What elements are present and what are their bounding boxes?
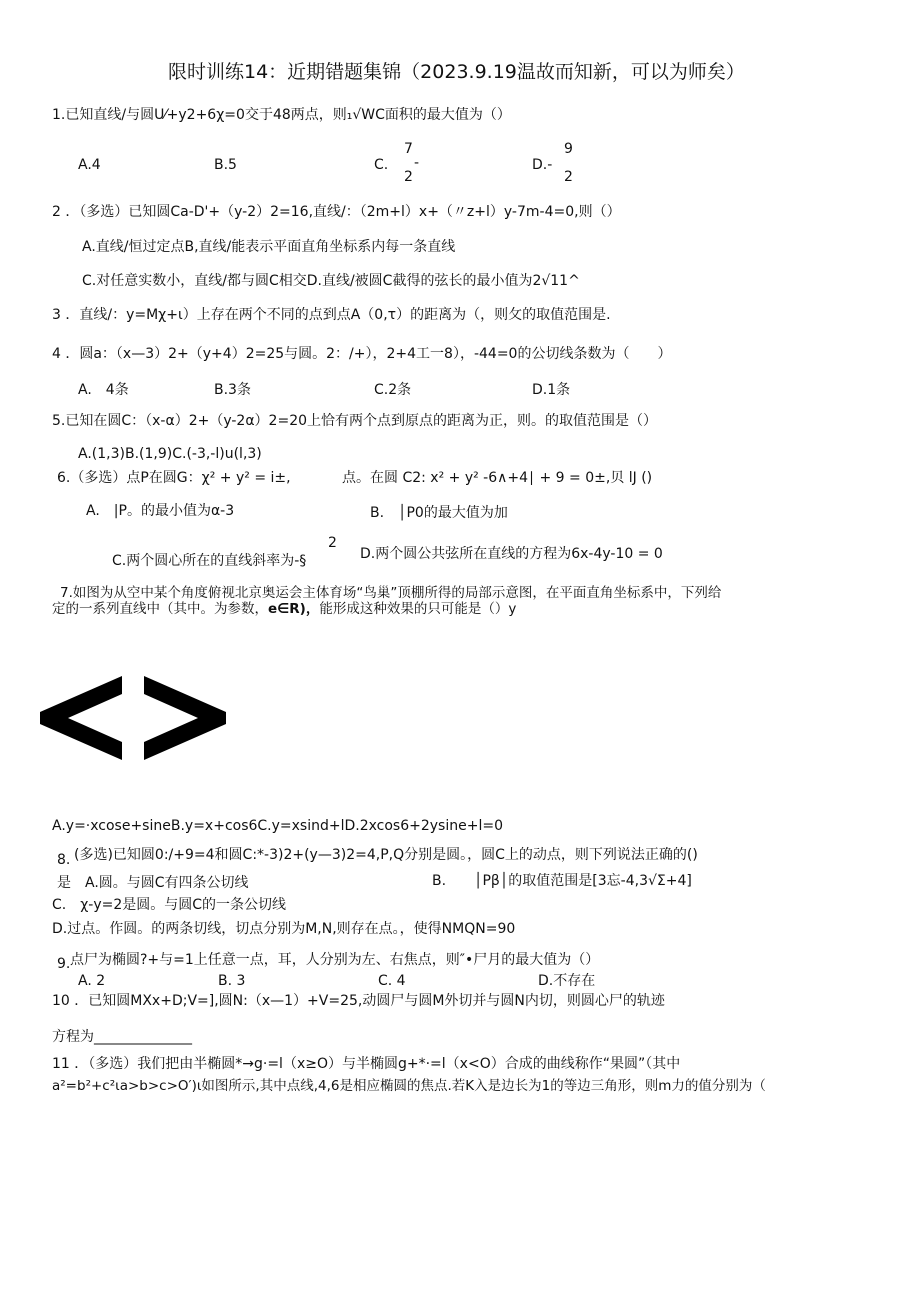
q6-option-d: D.两个圆公共弦所在直线的方程为6x-4y-10 = 0	[360, 546, 663, 562]
q1-option-d-numerator: 9	[564, 141, 573, 157]
q2-options-ab: A.直线/恒过定点B,直线/能表示平面直角坐标系内每一条直线	[82, 239, 456, 255]
q1-stem: 1.已知直线/与圆U⁄+y2+6χ=0交于48两点，则₁√WC面积的最大值为（）	[52, 107, 511, 123]
q1-option-c-denominator: 2	[404, 169, 413, 185]
q7-options: A.y=·xcose+sineB.y=x+cos6C.y=xsind+lD.2xcos6+2ysine+l=0	[52, 818, 503, 834]
q4-option-b: B.3条	[214, 382, 251, 398]
q1-option-d-label: D.-	[532, 157, 553, 173]
q6-stem-b: 点。在圆 C2: x² + y² -6∧+4∣ + 9 = 0±,贝 lJ ()	[342, 470, 653, 486]
q1-option-c-label: C.	[374, 157, 389, 173]
q7-stem-line1: 7.如图为从空中某个角度俯视北京奥运会主体育场“鸟巢”顶棚所得的局部示意图，在平面直角坐标系中，下列给	[60, 585, 722, 601]
q6-option-b: B. │P0的最大值为加	[370, 505, 508, 521]
q8-stem: (多选)已知圆0:/+9=4和圆C:*-3)2+(y—3)2=4,P,Q分别是圆。，圆C上的动点，则下列说法正确的()	[74, 847, 698, 863]
q9-option-a: A. 2	[78, 973, 106, 989]
q9-option-d: D.不存在	[538, 973, 596, 989]
q10-stem: 10 ．已知圆MXx+D;V=],圆N:（x—1）+V=25,动圆尸与圆M外切并与圆N内切，则圆心尸的轨迹	[52, 993, 665, 1009]
q2-stem: 2 ．（多选）已知圆Ca-D'+（y-2）2=16,直线/：（2m+l）x+（〃z+l）y-7m-4=0,则（）	[52, 204, 621, 220]
q1-option-c-dash: -	[414, 155, 420, 171]
q9-number: 9.	[57, 956, 71, 972]
q11-stem-line2: a²=b²+c²ιa>b>c>O′)ι如图所示,其中点线,4,6是相应椭圆的焦点.若K入是边长为1的等边三角形，则m力的值分别为（	[52, 1078, 766, 1094]
q9-option-b: B. 3	[218, 973, 246, 989]
bird-nest-figure	[38, 672, 228, 764]
q1-option-b: B.5	[214, 157, 237, 173]
q4-option-d: D.1条	[532, 382, 571, 398]
q7-stem-param: e∈R)，	[268, 601, 320, 617]
q8-option-d: D.过点。作圆。的两条切线，切点分别为M,N,则存在点。，使得NMQN=90	[52, 921, 516, 937]
page-title: 限时训练14：近期错题集锦（2023.9.19温故而知新，可以为师矣）	[168, 61, 745, 83]
q8-number: 8.	[57, 852, 71, 868]
q8-option-b: B. │Pβ│的取值范围是[3忘-4,3√Σ+4]	[432, 873, 692, 889]
q9-stem: 点尸为椭圆?+与=1上任意一点，耳，人分别为左、右焦点，则″•尸月的最大值为（）	[70, 952, 600, 968]
q8-option-a: 是 A.圆。与圆C有四条公切线	[57, 875, 249, 891]
q6-option-c: C.两个圆心所在的直线斜率为-§	[112, 553, 307, 569]
q10-answer-blank: 方程为______________	[52, 1029, 192, 1045]
q3-stem: 3 ．直线/：y=Mχ+ι）上存在两个不同的点到点A（0,τ）的距离为（，则攵的取值范围是.	[52, 307, 611, 323]
left-chevron-shape	[40, 676, 122, 760]
q6-option-c-superscript: 2	[328, 535, 337, 551]
q7-stem-line2-end: 能形成这种效果的只可能是（）y	[319, 601, 517, 617]
q5-stem: 5.已知在圆C：（x-α）2+（y-2α）2=20上恰有两个点到原点的距离为正，则。的取值范围是（）	[52, 413, 658, 429]
q8-option-c: C. χ-y=2是圆。与圆C的一条公切线	[52, 897, 287, 913]
q1-option-a: A.4	[78, 157, 101, 173]
q1-option-c-numerator: 7	[404, 141, 413, 157]
q4-option-c: C.2条	[374, 382, 412, 398]
q1-option-d-denominator: 2	[564, 169, 573, 185]
q11-stem-line1: 11 ．（多选）我们把由半椭圆*→g·=l（x≥O）与半椭圆g+*·=l（x<O）合成的曲线称作“果圆”（其中	[52, 1056, 681, 1072]
q7-stem-line2-text: 定的一系列直线中（其中。为参数，	[52, 601, 268, 617]
right-chevron-shape	[144, 676, 226, 760]
q5-options: A.(1,3)B.(1,9)C.(-3,-l)u(l,3)	[78, 446, 262, 462]
q6-option-a: A. |P。的最小值为α-3	[86, 503, 235, 519]
q6-stem-a: 6.（多选）点P在圆G：χ² + y² = i±,	[57, 470, 291, 486]
q7-stem-line2	[52, 600, 516, 618]
q9-option-c: C. 4	[378, 973, 406, 989]
q2-options-cd: C.对任意实数小，直线/都与圆C相交D.直线/被圆C截得的弦长的最小值为2√11^	[82, 273, 580, 289]
q4-stem: 4 ．圆a：（x—3）2+（y+4）2=25与圆。2：/+），2+4工一8），-44=0的公切线条数为（ ）	[52, 346, 672, 362]
q4-option-a: A. 4条	[78, 382, 129, 398]
